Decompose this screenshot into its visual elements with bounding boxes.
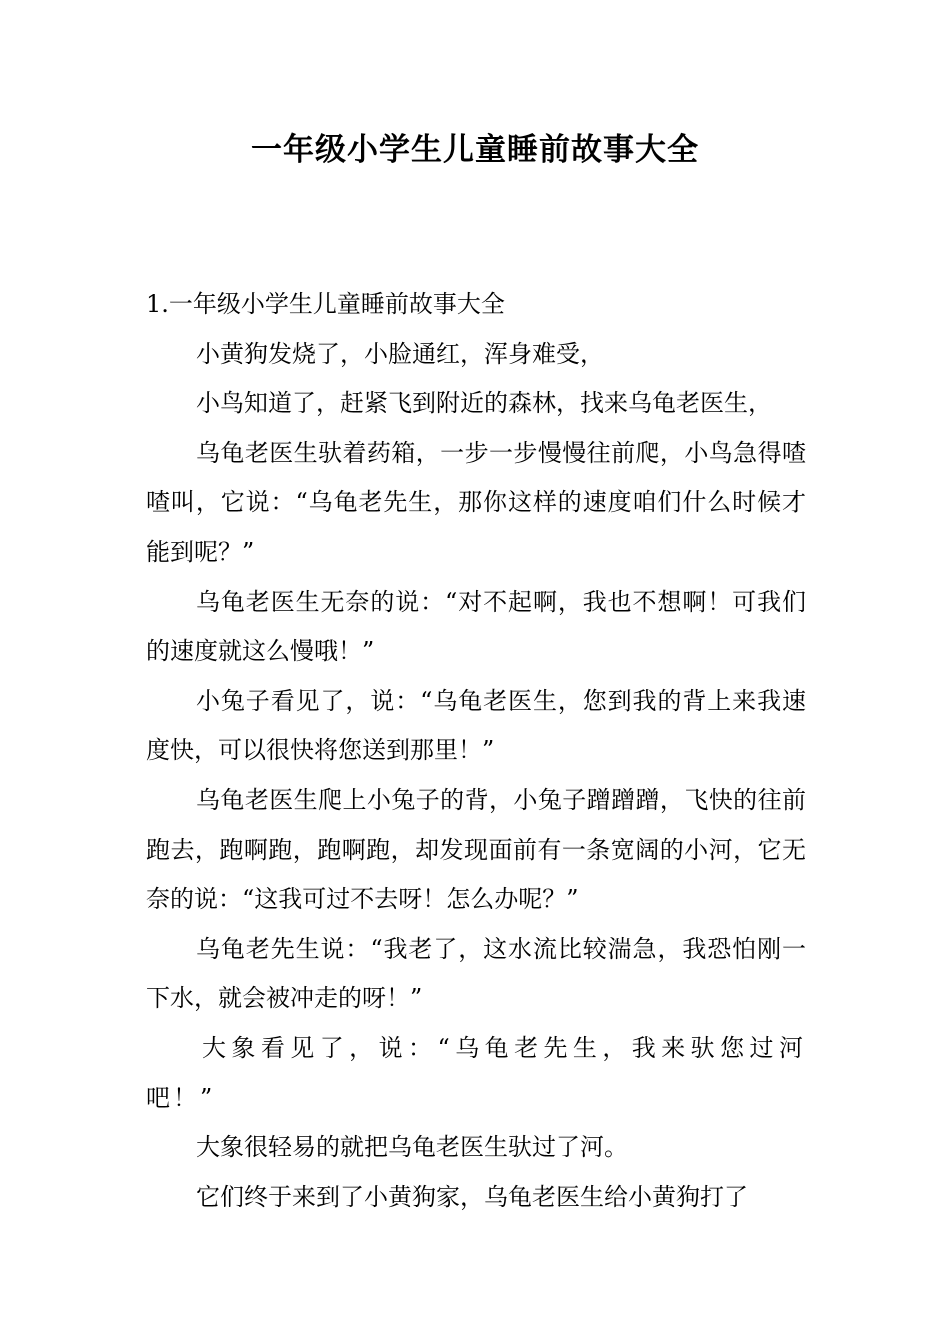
section-heading: 1.一年级小学生儿童睡前故事大全: [146, 290, 505, 318]
paragraph: 小黄狗发烧了，小脸通红，浑身难受，: [196, 339, 604, 368]
paragraph: 乌龟老医生无奈的说：“对不起啊，我也不想啊！可我们的速度就这么慢哦！”: [146, 587, 806, 666]
paragraph: 乌龟老医生驮着药箱，一步一步慢慢往前爬，小鸟急得喳喳叫，它说：“乌龟老先生，那你这样的速度咱们什么时候才能到呢？”: [146, 438, 806, 566]
paragraph: 大象看见了，说：“乌龟老先生，我来驮您过河吧！”: [146, 1033, 806, 1112]
document-title: 一年级小学生儿童睡前故事大全: [251, 132, 699, 168]
paragraph: 大象很轻易的就把乌龟老医生驮过了河。: [196, 1133, 628, 1162]
paragraph: 小鸟知道了，赶紧飞到附近的森林，找来乌龟老医生，: [196, 389, 772, 418]
paragraph: 小兔子看见了，说：“乌龟老医生，您到我的背上来我速度快，可以很快将您送到那里！”: [146, 686, 806, 765]
paragraph: 乌龟老医生爬上小兔子的背，小兔子蹭蹭蹭，飞快的往前跑去，跑啊跑，跑啊跑，却发现面前有一条宽阔的小河，它无奈的说：“这我可过不去呀！怎么办呢？”: [146, 785, 806, 914]
paragraph: 它们终于来到了小黄狗家，乌龟老医生给小黄狗打了: [196, 1182, 748, 1211]
paragraph: 乌龟老先生说：“我老了，这水流比较湍急，我恐怕刚一下水，就会被冲走的呀！”: [146, 934, 806, 1013]
document-body: [146, 280, 806, 1222]
